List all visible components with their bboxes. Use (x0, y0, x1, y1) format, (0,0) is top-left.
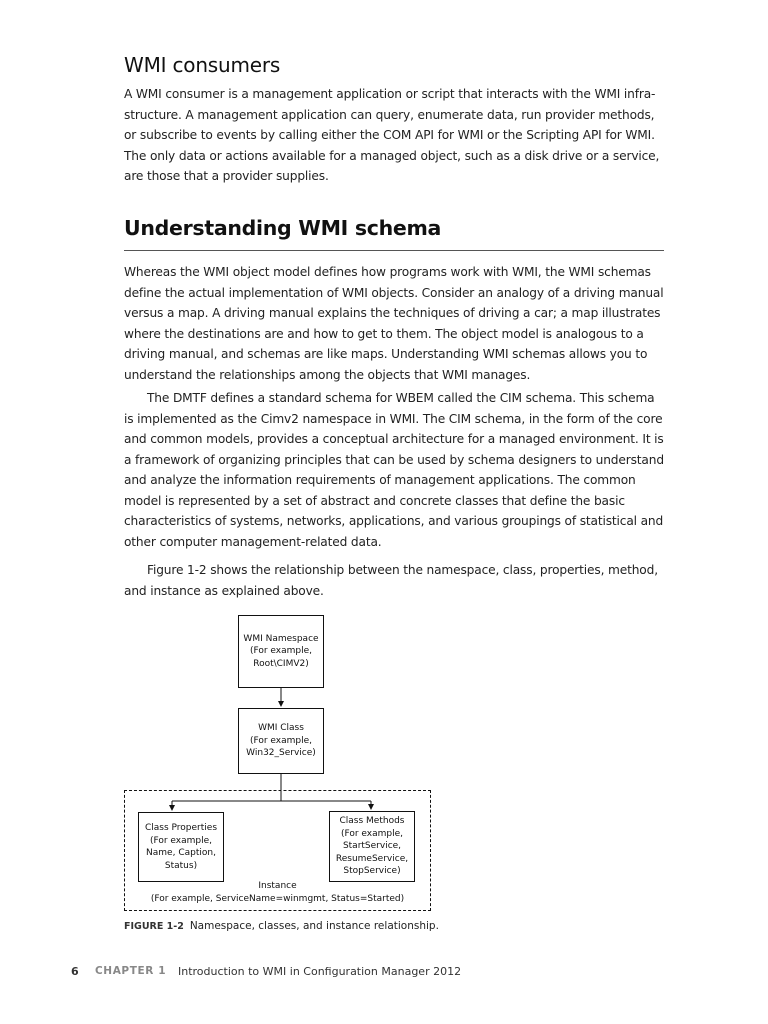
wmi-class-box: WMI Class (For example, Win32_Service) (238, 708, 324, 774)
schema-paragraph-1: Whereas the WMI object model defines how programs work with WMI, the WMI schemas define the actual implementation of WMI objects. Consider an analogy of a driving manual versus a map. A driving manual explains the techniques of driving a car; a map illustrates where the destinations are and how to get to them. The object model is analogous to a driving manual, and schemas are like maps. Understanding WMI schemas allows you to understand the relationships among the objects that WMI manages. (124, 265, 664, 382)
section-heading-understanding-wmi-schema: Understanding WMI schema (124, 216, 442, 240)
figure-caption-text: Namespace, classes, and instance relationship. (189, 920, 439, 932)
wmi-namespace-box: WMI Namespace (For example, Root\CIMV2) (238, 615, 324, 688)
schema-paragraph-3: Figure 1-2 shows the relationship between the namespace, class, properties, method, and instance as explained above. (124, 563, 658, 598)
figure-caption-label: FIGURE 1-2 (124, 921, 184, 932)
chapter-label: CHAPTER 1 (95, 965, 167, 977)
class-methods-box: Class Methods (For example, StartService, ResumeService, StopService) (329, 811, 415, 882)
class-properties-box: Class Properties (For example, Name, Caption, Status) (138, 812, 224, 882)
figure-caption (124, 920, 439, 932)
page-number: 6 (71, 965, 79, 978)
instance-label: Instance (For example, ServiceName=winmgmt, Status=Started) (150, 881, 405, 904)
chapter-title: Introduction to WMI in Configuration Manager 2012 (178, 965, 462, 978)
section-heading-wmi-consumers: WMI consumers (124, 53, 281, 77)
consumers-paragraph: A WMI consumer is a management application or script that interacts with the WMI infrastructure. A management application can query, enumerate data, run provider methods, or subscribe to events by calling either the COM API for WMI or the Scripting API for WMI. The only data or actions available for a managed object, such as a disk drive or a service, are those that a provider supplies. (124, 87, 660, 183)
schema-paragraph-2: The DMTF defines a standard schema for WBEM called the CIM schema. This schema is implemented as the Cimv2 namespace in WMI. The CIM schema, in the form of the core and common models, provides a conceptual architecture for a managed environment. It is a framework of organizing principles that can be used by schema designers to understand and analyze the information requirements of management applications. The common model is represented by a set of abstract and concrete classes that define the basic characteristics of systems, networks, applications, and various groupings of statistical and other computer management-related data. (124, 391, 664, 549)
